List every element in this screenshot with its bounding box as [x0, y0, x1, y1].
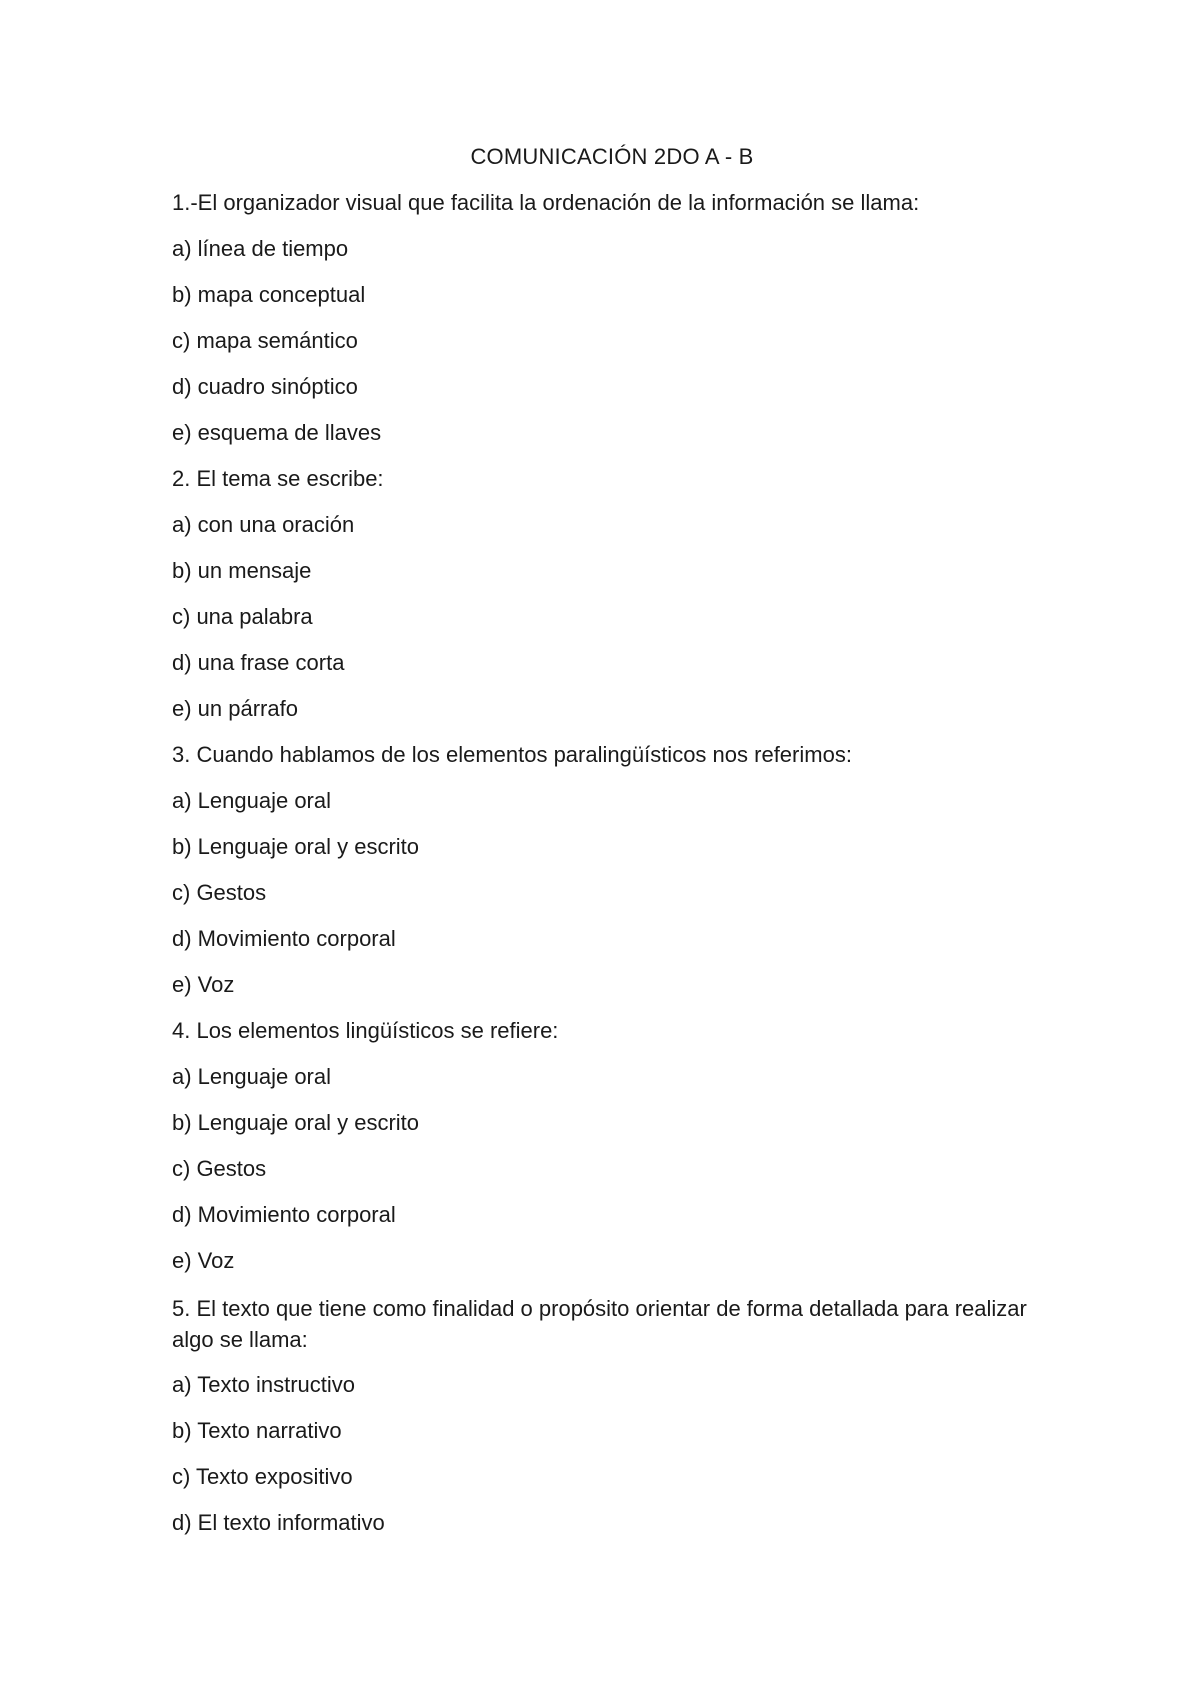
answer-option: c) Gestos: [172, 880, 267, 905]
answer-option: b) mapa conceptual: [172, 282, 366, 307]
question-text: 3. Cuando hablamos de los elementos paralingüísticos nos referimos:: [172, 742, 852, 767]
answer-option: d) una frase corta: [172, 650, 345, 675]
question-text: 4. Los elementos lingüísticos se refiere:: [172, 1018, 559, 1043]
answer-option: a) Lenguaje oral: [172, 1064, 332, 1089]
document-content: [172, 143, 1052, 1555]
answer-option: c) Texto expositivo: [172, 1464, 353, 1489]
answer-option: a) con una oración: [172, 512, 355, 537]
answer-option: d) cuadro sinóptico: [172, 374, 358, 399]
answer-option: b) Lenguaje oral y escrito: [172, 1110, 420, 1135]
answer-option: e) esquema de llaves: [172, 420, 382, 445]
answer-option: b) Texto narrativo: [172, 1418, 342, 1443]
answer-option: c) Gestos: [172, 1156, 267, 1181]
answer-option: a) línea de tiempo: [172, 236, 349, 261]
question-text: 2. El tema se escribe:: [172, 466, 384, 491]
answer-option: d) Movimiento corporal: [172, 1202, 396, 1227]
document-title: COMUNICACIÓN 2DO A - B: [470, 144, 754, 169]
answer-option: e) un párrafo: [172, 696, 298, 721]
question-5: [172, 1293, 1052, 1537]
question-3: [172, 741, 1052, 999]
question-text: 1.-El organizador visual que facilita la ordenación de la información se llama:: [172, 190, 920, 215]
question-2: [172, 465, 1052, 723]
answer-option: b) Lenguaje oral y escrito: [172, 834, 420, 859]
answer-option: d) Movimiento corporal: [172, 926, 396, 951]
answer-option: e) Voz: [172, 972, 235, 997]
answer-option: a) Lenguaje oral: [172, 788, 332, 813]
answer-option: e) Voz: [172, 1248, 235, 1273]
answer-option: c) mapa semántico: [172, 328, 358, 353]
question-4: [172, 1017, 1052, 1275]
answer-option: a) Texto instructivo: [172, 1372, 356, 1397]
answer-option: d) El texto informativo: [172, 1510, 385, 1535]
answer-option: b) un mensaje: [172, 558, 312, 583]
question-1: [172, 189, 1052, 447]
question-text: 5. El texto que tiene como finalidad o propósito orientar de forma detallada para realizar algo se llama:: [172, 1296, 1027, 1352]
answer-option: c) una palabra: [172, 604, 313, 629]
